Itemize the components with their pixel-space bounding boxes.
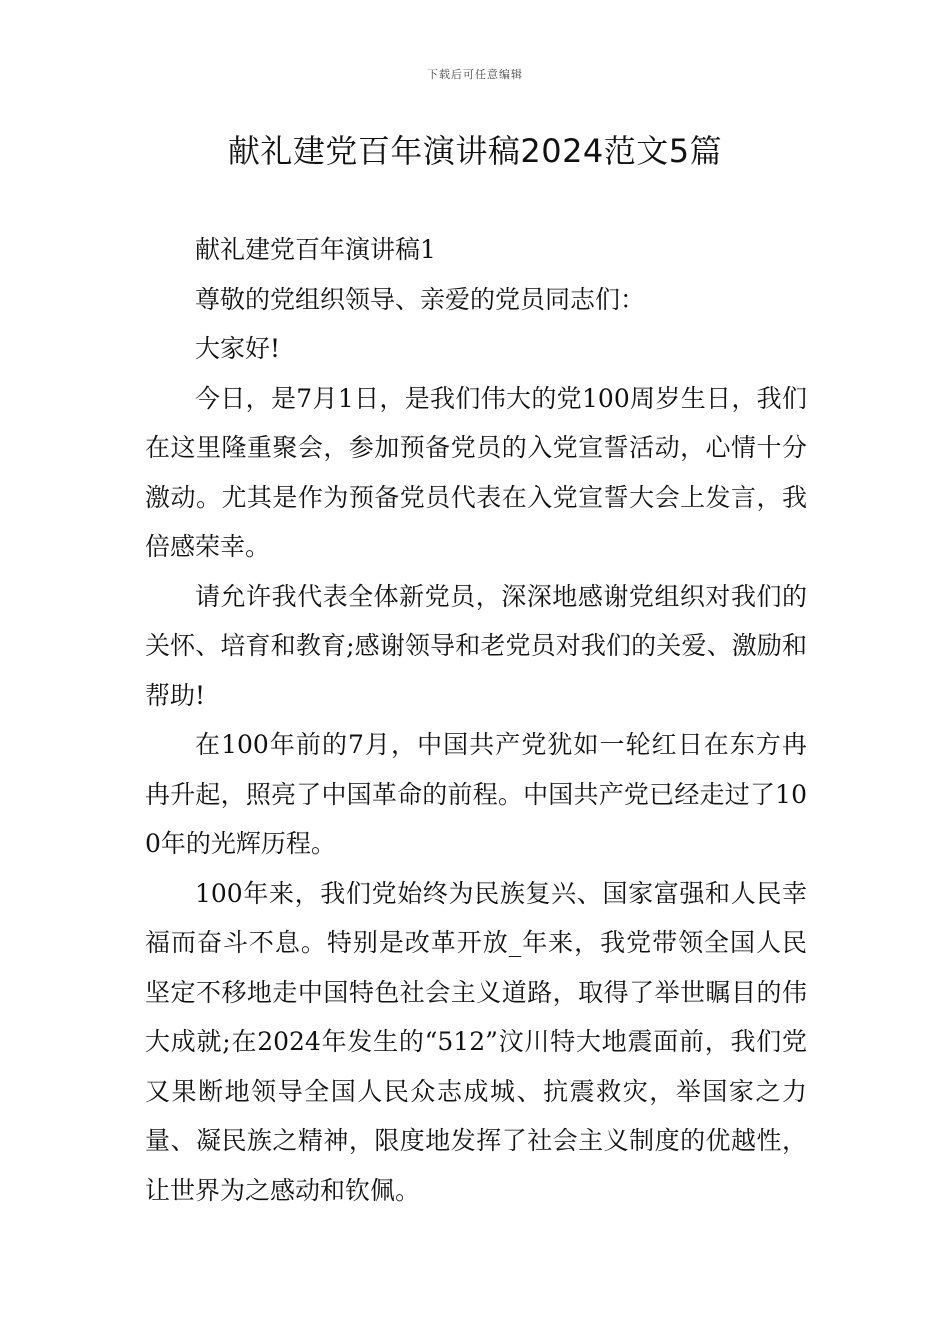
paragraph: 100年来，我们党始终为民族复兴、国家富强和人民幸福而奋斗不息。特别是改革开放_年来，我党带领全国人民坚定不移地走中国特色社会主义道路，取得了举世瞩目的伟大成就;在2024年发生的“512”汶川特大地震面前，我们党又果断地领导全国人民众志成城、抗震救灾，举国家之力量、凝民族之精神，限度地发挥了社会主义制度的优越性，让世界为之感动和钦佩。: [145, 878, 807, 1205]
document-title: 献礼建党百年演讲稿2024范文5篇: [227, 132, 723, 170]
paragraph: 在100年前的7月，中国共产党犹如一轮红日在东方冉冉升起，照亮了中国革命的前程。中国共产党已经走过了100年的光辉历程。: [145, 730, 807, 858]
salutation: 尊敬的党组织领导、亲爱的党员同志们：: [195, 284, 646, 314]
subheading-speech-1: 献礼建党百年演讲稿1: [195, 235, 436, 264]
header-note: 下载后可任意编辑: [427, 68, 523, 81]
paragraph: 今日，是7月1日，是我们伟大的党100周岁生日，我们在这里隆重聚会，参加预备党员的入党宣誓活动，心情十分激动。尤其是作为预备党员代表在入党宣誓大会上发言，我倍感荣幸。: [145, 383, 807, 561]
greeting: 大家好!: [195, 334, 281, 363]
document-body: [145, 225, 807, 1215]
paragraph: 请允许我代表全体新党员，深深地感谢党组织对我们的关怀、培育和教育;感谢领导和老党员对我们的关爱、激励和帮助!: [145, 581, 807, 710]
